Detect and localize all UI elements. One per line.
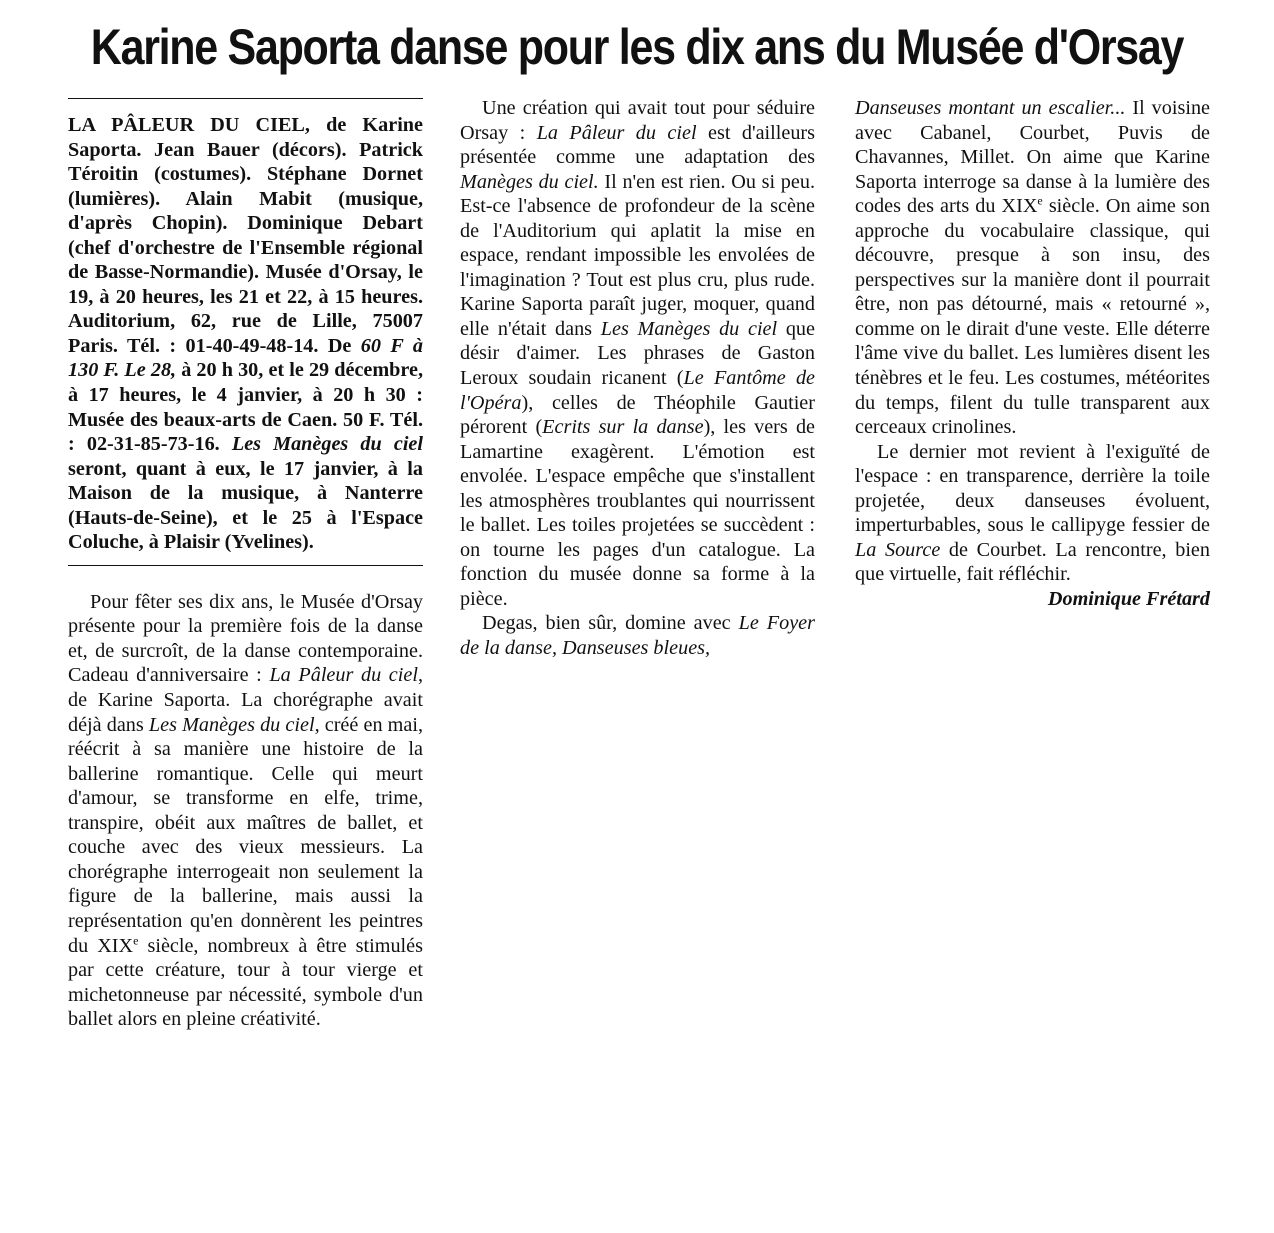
article-headline: Karine Saporta danse pour les dix ans du Musée d'Orsay	[90, 19, 1184, 75]
paragraph-3-start: Degas, bien sûr, domine avec Le Foyer de la danse, Danseuses bleues,	[460, 612, 815, 660]
paragraph-4: Le dernier mot revient à l'exiguïté de l'espace : en transparence, derrière la toile projetée, deux danseuses évoluent, imperturbables, sous le callipyge fessier de La Source de Courbet. La rencontre, bien que virtuelle, fait réfléchir.	[855, 440, 1210, 586]
paragraph-1: Pour fêter ses dix ans, le Musée d'Orsay présente pour la première fois de la danse et, de surcroît, de la danse contemporaine. Cadeau d'anniversaire : La Pâleur du ciel, de Karine Saporta. La chorégraphe avait déjà dans Les Manèges du ciel, créé en mai, réécrit à sa manière une histoire de la ballerine romantique. Celle qui meurt d'amour, se transforme en elfe, trime, transpire, obéit aux maîtres de ballet, et couche avec des vieux messieurs. La chorégraphe interrogeait non seulement la figure de la ballerine, mais aussi la représentation qu'en donnèrent les peintres du XIXe siècle, nombreux à être stimulés par cette créature, tour à tour vierge et michetonneuse par nécessité, symbole d'un ballet alors en pleine créativité.	[68, 590, 423, 1031]
paragraph-2: Une création qui avait tout pour séduire Orsay : La Pâleur du ciel est d'ailleurs présentée comme une adaptation des Manèges du ciel. Il n'en est rien. Ou si peu. Est-ce l'absence de profondeur de la scène de l'Auditorium qui aplatit la mise en espace, rendant impossible les envolées de l'imagination ? Tout est plus cru, plus rude. Karine Saporta paraît juger, moquer, quand elle n'était dans Les Manèges du ciel que désir d'aimer. Les phrases de Gaston Leroux soudain ricanent (Le Fantôme de l'Opéra), celles de Théophile Gautier pérorent (Ecrits sur la danse), les vers de Lamartine exagèrent. L'émotion est envolée. L'espace empêche que s'installent les atmosphères troublantes qui nourrissent le ballet. Les toiles projetées se succèdent : on tourne les pages d'un catalogue. La fonction du musée donne sa forme à la pièce.	[460, 97, 816, 610]
info-box: LA PÂLEUR DU CIEL, de Karine Saporta. Jean Bauer (décors). Patrick Téroitin (costumes). Stéphane Dornet (lumières). Alain Mabit (musique, d'après Chopin). Dominique Debart (chef d'orchestre de l'Ensemble régional de Basse-Normandie). Musée d'Orsay, le 19, à 20 heures, les 21 et 22, à 15 heures. Auditorium, 62, rue de Lille, 75007 Paris. Tél. : 01-40-49-48-14. De 60 F à 130 F. Le 28, à 20 h 30, et le 29 décembre, à 17 heures, le 4 janvier, à 20 h 30 : Musée des beaux-arts de Caen. 50 F. Tél. : 02-31-85-73-16. Les Manèges du ciel seront, quant à eux, le 17 janvier, à la Maison de la musique, à Nanterre (Hauts-de-Seine), et le 25 à l'Espace Coluche, à Plaisir (Yvelines).	[68, 114, 424, 554]
author-signature: Dominique Frétard	[1047, 587, 1210, 610]
info-bottom-rule	[68, 565, 423, 566]
paragraph-3-end: Danseuses montant un escalier... Il voisine avec Cabanel, Courbet, Puvis de Chavannes, Millet. On aime que Karine Saporta interroge sa danse à la lumière des codes des arts du XIXe siècle. On aime son approche du vocabulaire classique, qui découvre, presque à son insu, des perspectives sur la manière dont il pourrait être, non pas détourné, mais « retourné », comme on le dirait d'une veste. Elle déterre l'âme vive du ballet. Les lumières disent les ténèbres et le feu. Les costumes, météorites du temps, filent du tulle transparent aux cerceaux crinolines.	[855, 97, 1210, 439]
column-2	[460, 96, 815, 661]
info-top-rule	[68, 98, 423, 99]
column-1	[68, 98, 423, 1032]
column-3	[855, 96, 1210, 611]
